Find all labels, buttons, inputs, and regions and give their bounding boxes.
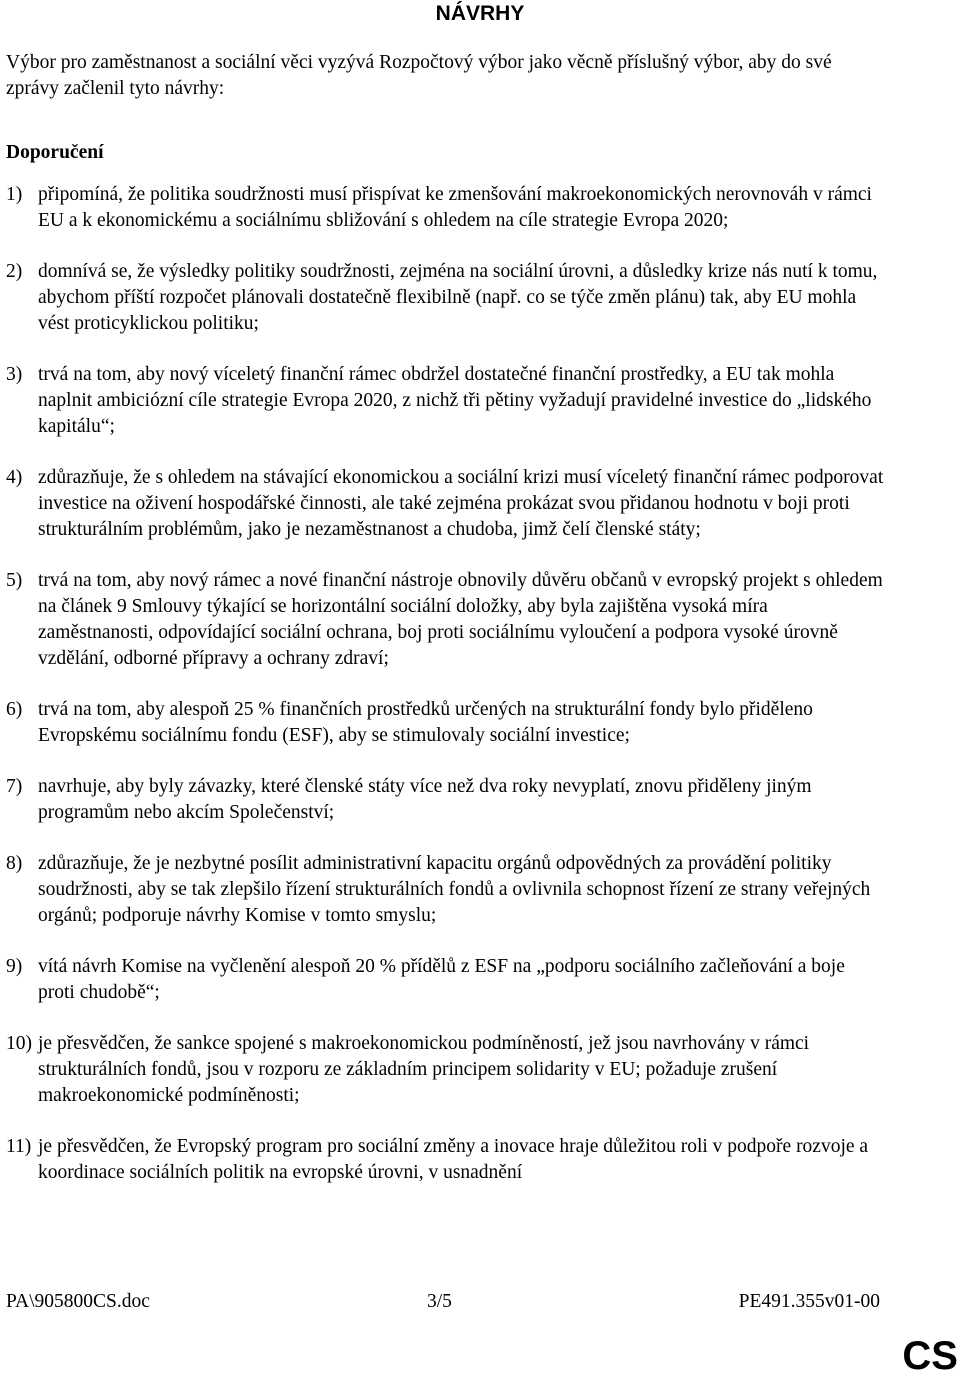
- item-number: 7): [6, 776, 23, 797]
- list-item: [6, 954, 886, 1006]
- item-number: 9): [6, 956, 23, 977]
- language-code: CS: [902, 1334, 958, 1378]
- item-number: 4): [6, 467, 23, 488]
- recommendations-subheading: Doporučení: [6, 142, 104, 163]
- item-text: zdůrazňuje, že je nezbytné posílit administrativní kapacitu orgánů odpovědných za provádění politiky soudržnosti, aby se tak zlepšilo řízení strukturálních fondů a ovlivnila schopnost řízení ze strany veřejných orgánů; podporuje návrhy Komise v tomto smyslu;: [38, 853, 871, 926]
- item-text: je přesvědčen, že sankce spojené s makroekonomickou podmíněností, jež jsou navrhovány v rámci strukturálních fondů, jsou v rozporu ze základním principem solidarity v EU; požaduje zrušení makroekonomické podmíněnosti;: [38, 1033, 810, 1106]
- item-text: trvá na tom, aby alespoň 25 % finančních prostředků určených na strukturální fondy bylo přiděleno Evropskému sociálnímu fondu (ESF), aby se stimulovaly sociální investice;: [38, 699, 813, 746]
- intro-paragraph: Výbor pro zaměstnanost a sociální věci vyzývá Rozpočtový výbor jako věcně příslušný výbor, aby do své zprávy začlenil tyto návrhy:: [6, 52, 832, 99]
- document-heading: NÁVRHY: [435, 2, 525, 25]
- item-text: domnívá se, že výsledky politiky soudržnosti, zejména na sociální úrovni, a důsledky krize nás nutí k tomu, abychom příští rozpočet plánovali dostatečně flexibilně (např. co se týče změn plánu) tak, aby EU mohla vést proticyklickou politiku;: [38, 261, 878, 334]
- item-text: zdůrazňuje, že s ohledem na stávající ekonomickou a sociální krizi musí víceletý finanční rámec podporovat investice na oživení hospodářské činnosti, ale také zejména prokázat svou přidanou hodnotu v boji proti strukturálním problémům, jako je nezaměstnanost a chudoba, jimž čelí členské státy;: [38, 467, 884, 540]
- item-number: 8): [6, 853, 23, 874]
- item-text: trvá na tom, aby nový víceletý finanční rámec obdržel dostatečné finanční prostředky, a EU tak mohla naplnit ambiciózní cíle strategie Evropa 2020, z nichž tři pětiny vyžadují pravidelné investice do „lidského kapitálu“;: [38, 364, 872, 437]
- item-number: 10): [6, 1033, 32, 1054]
- list-item: [6, 259, 886, 337]
- list-item: [6, 1031, 886, 1109]
- list-item: [6, 697, 886, 749]
- list-item: [6, 1134, 886, 1186]
- item-number: 11): [6, 1136, 32, 1157]
- list-item: [6, 182, 886, 234]
- item-number: 3): [6, 364, 23, 385]
- list-item: [6, 851, 886, 929]
- list-item: [6, 465, 886, 543]
- item-text: je přesvědčen, že Evropský program pro sociální změny a inovace hraje důležitou roli v podpoře rozvoje a koordinace sociálních politik na evropské úrovni, v usnadnění: [38, 1136, 869, 1183]
- pe-reference: PE491.355v01-00: [738, 1291, 880, 1312]
- recommendations-list: [6, 160, 886, 1186]
- list-item: [6, 362, 886, 440]
- list-item: [6, 568, 886, 672]
- item-text: navrhuje, aby byly závazky, které členské státy více než dva roky nevyplatí, znovu přiděleny jiným programům nebo akcím Společenství;: [38, 776, 812, 823]
- document-reference: PA\905800CS.doc: [6, 1291, 150, 1312]
- item-number: 1): [6, 184, 23, 205]
- list-item: [6, 774, 886, 826]
- item-text: vítá návrh Komise na vyčlenění alespoň 20 % přídělů z ESF na „podporu sociálního začleňování a boje proti chudobě“;: [38, 956, 845, 1003]
- item-text: připomíná, že politika soudržnosti musí přispívat ke zmenšování makroekonomických nerovnováh v rámci EU a k ekonomickému a sociálnímu sbližování s ohledem na cíle strategie Evropa 2020;: [38, 184, 872, 231]
- item-number: 2): [6, 261, 23, 282]
- page-number: 3/5: [427, 1291, 452, 1312]
- item-text: trvá na tom, aby nový rámec a nové finanční nástroje obnovily důvěru občanů v evropský projekt s ohledem na článek 9 Smlouvy týkající se horizontální sociální doložky, aby byla zajištěna vysoká míra zaměstnanosti, odpovídající sociální ochrana, boj proti sociálnímu vyloučení a podpora vysoké úrovně vzdělání, odborné přípravy a ochrany zdraví;: [38, 570, 883, 669]
- item-number: 6): [6, 699, 23, 720]
- item-number: 5): [6, 570, 23, 591]
